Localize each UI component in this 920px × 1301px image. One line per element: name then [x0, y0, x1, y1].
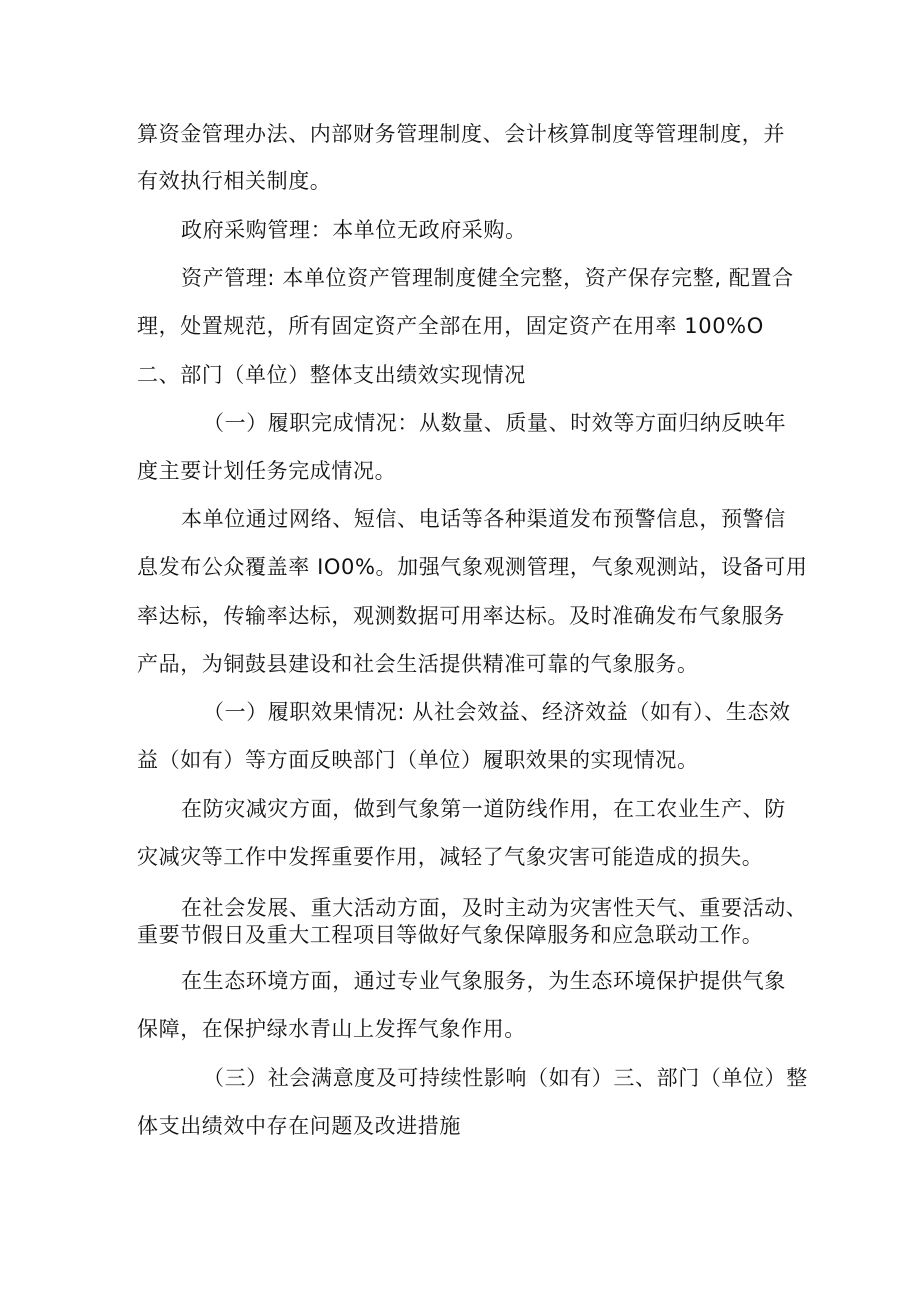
- text-line-10: 息发布公众覆盖率 IO0%。加强气象观测管理，气象观测站，设备可用: [137, 555, 808, 579]
- text-line-12: 产品，为铜鼓县建设和社会生活提供精准可靠的气象服务。: [137, 652, 699, 676]
- text-line-3: 政府采购管理：本单位无政府采购。: [181, 218, 527, 242]
- text-line-4: 资产管理: 本单位资产管理制度健全完整，资产保存完整, 配置合: [181, 266, 794, 290]
- text-line-11: 率达标，传输率达标，观测数据可用率达标。及时准确发布气象服务: [137, 604, 785, 628]
- text-line-19: 在生态环境方面，通过专业气象服务，为生态环境保护提供气象: [181, 969, 786, 993]
- text-line-15: 在防灾减灾方面，做到气象第一道防线作用，在工农业生产、防: [181, 797, 786, 821]
- text-line-17: 在社会发展、重大活动方面，及时主动为灾害性天气、重要活动、: [181, 896, 808, 920]
- text-line-14: 益（如有）等方面反映部门（单位）履职效果的实现情况。: [137, 748, 699, 772]
- text-line-8: 度主要计划任务完成情况。: [137, 459, 397, 483]
- text-line-5: 理，处置规范，所有固定资产全部在用，固定资产在用率 100%O: [137, 314, 764, 338]
- text-line-22: 体支出绩效中存在问题及改进措施: [137, 1114, 461, 1138]
- text-line-21: （三）社会满意度及可持续性影响（如有）三、部门（单位）整: [203, 1066, 808, 1090]
- text-line-18: 重要节假日及重大工程项目等做好气象保障服务和应急联动工作。: [137, 923, 764, 947]
- section-heading-2: 二、部门（单位）整体支出绩效实现情况: [137, 363, 526, 387]
- text-line-2: 有效执行相关制度。: [137, 169, 332, 193]
- text-line-9: 本单位通过网络、短信、电话等各种渠道发布预警信息，预警信: [181, 507, 786, 531]
- text-line-16: 灾减灾等工作中发挥重要作用，减轻了气象灾害可能造成的损失。: [137, 845, 764, 869]
- text-line-20: 保障，在保护绿水青山上发挥气象作用。: [137, 1017, 526, 1041]
- text-line-1: 算资金管理办法、内部财务管理制度、会计核算制度等管理制度，并: [137, 122, 785, 146]
- text-line-7: （一）履职完成情况：从数量、质量、时效等方面归纳反映年: [203, 411, 787, 435]
- text-line-13: （一）履职效果情况: 从社会效益、经济效益（如有）、生态效: [203, 700, 791, 724]
